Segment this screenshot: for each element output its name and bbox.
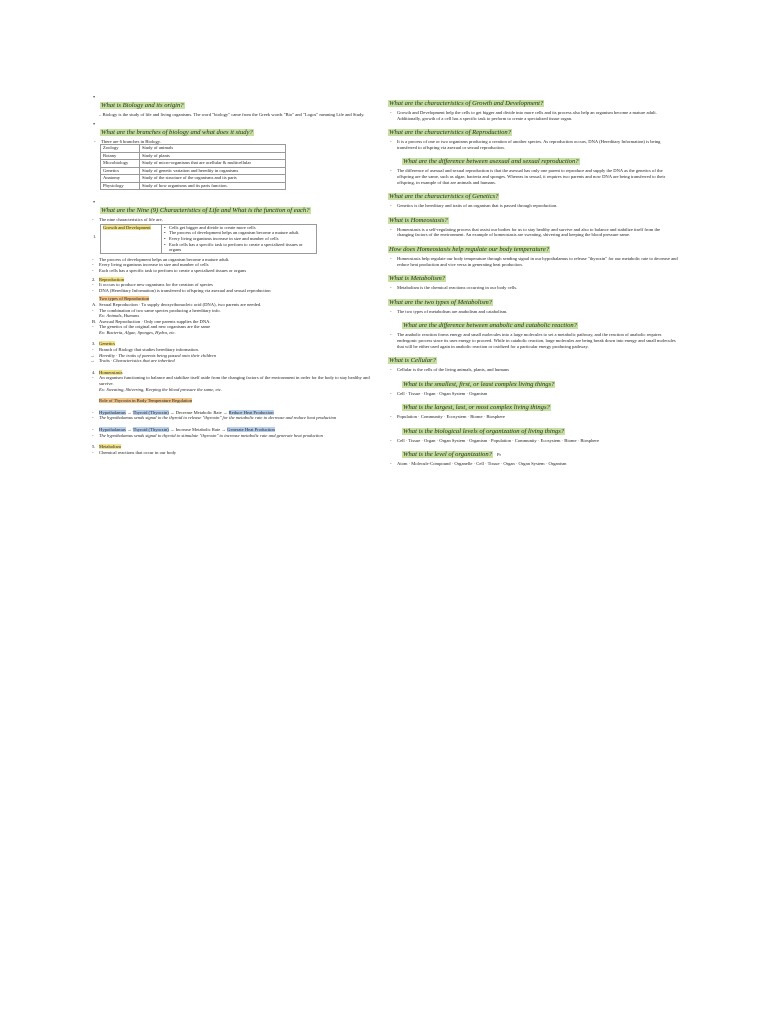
question-metabolism: What is Metabolism?: [389, 275, 446, 283]
branch-description: Study of how organisms and its parts function.: [140, 182, 286, 190]
growth-development-table: [100, 224, 317, 254]
reproduction-note: - DNA (Hereditary Information) is transferred to offspring via asexual and sexual reproduction: [90, 288, 380, 294]
answer-asexual-sexual: - The difference of asexual and sexual reproduction is that the asexual has only one parent to reproduce and supply the DNA as the genetics of the offspring are the same, such as algae, bacteria and sponges. Whereas in sexual, it requires two parents and now DNA are being transferred to their offspring, in example of that are animals and humans.: [388, 168, 678, 185]
question-body-temperature: How does Homeostasis help regulate our body temperature?: [389, 245, 550, 253]
growth-note: - The process of development helps an organism become a mature adult.: [90, 257, 380, 263]
item-number: 1.: [93, 233, 97, 239]
question-branches: • What are the branches of biology and what does it study?: [90, 121, 380, 139]
answer-genetics: - Genetics is the hereditary and traits of an organism that is passed through reproduction.: [388, 203, 678, 209]
branch-description: Study of animals: [140, 145, 286, 153]
branch-row: [101, 182, 286, 190]
answer-biological-levels: - Cell · Tissue · Organ · Organ System · Organism · Population · Community · Ecosystem · Biome · Biosphere: [388, 438, 678, 444]
branches-table: [100, 144, 286, 190]
question-nine-characteristics: • What are the Nine (9) Characteristics of Life and What is the function of each?: [90, 199, 380, 217]
answer-body-temperature: - Homeostasis help regulate our body temperature through sending signal in our hypothalamus to release "thyroxin" for our metabolic rate to decrease and reduce heat production and vice versa in generating heat production.: [388, 256, 678, 267]
branch-name: Anatomy: [101, 175, 140, 183]
nine-characteristics-intro: - The nine characteristics of life are,: [90, 217, 380, 223]
branch-row: [101, 167, 286, 175]
document-page: [88, 88, 680, 508]
answer-largest: - Population · Community · Ecosystem · Biome · Biosphere: [388, 414, 678, 420]
bullet-icon: •: [164, 241, 166, 247]
sexual-reproduction-example: Ex: Animals, Humans: [99, 313, 140, 319]
growth-item-text: The process of development helps an organism become a mature adult.: [169, 230, 300, 236]
question-reproduction: What are the characteristics of Reproduction?: [389, 129, 512, 137]
answer-level-organization: - Atom · Molecule·Compound · Organelle · Cell · Tissue · Organ · Organ System · Organism: [388, 461, 678, 467]
growth-note: - Each cells has a specific task to perform to create a specialized tissues or organs: [90, 268, 380, 274]
question-smallest: What is the smallest, first, or least complex living things?: [403, 380, 555, 388]
left-column: [90, 88, 380, 455]
question-growth-development: What are the characteristics of Growth and Development?: [389, 100, 544, 107]
question-biological-levels: What is the biological levels of organization of living things?: [403, 427, 565, 435]
asexual-reproduction-note: - The genetics of the original and new organisms are the same: [90, 324, 380, 330]
answer-cellular: - Cellular is the cells of the living animals, plants, and humans: [388, 367, 678, 373]
answer-growth-development: - Growth and Development help the cells to get bigger and divide into more cells and its process also help an organism become a mature adult. Additionally, growth of a cell has a specific task to perform to create a specialized tissue organ.: [388, 110, 678, 121]
asexual-reproduction: B. Asexual Reproduction · Only one parents supplies the DNA.: [92, 318, 211, 324]
answer-homeostasis: - Homeostasis is a self-regulating process that assist our bodies for us to stay healthy and survive and also to balance and stabilize itself from the changing factors of the environment. An example of homeostasis are sweating, shivering and keeping the blood pressure same.: [388, 227, 678, 238]
reproduction-types-label: Two types of Reproduction: [99, 296, 150, 302]
answer-metabolism-types: - The two types of metabolism are anabolism and catabolism.: [388, 309, 678, 315]
thyroxin-flow-decrease: - Hypothalamus → Thyroid (Thyroxin) → Decrease Metabolic Rate → Reduce Heat Production: [90, 410, 380, 416]
branch-description: Study of plants: [140, 152, 286, 160]
branch-row: [101, 145, 286, 153]
growth-item-text: Cells get bigger and divide to create more cells: [169, 224, 256, 230]
genetics-note: - Branch of Biology that studies hereditary information.: [90, 347, 380, 353]
question-genetics: What are the characteristics of Genetics?: [389, 193, 499, 201]
reproduction-heading: 2. Reproduction: [92, 276, 125, 282]
thyroxin-increase-note: - The hypothalamus sends signal to thyroid to stimulate "thyroxin" to increase metabolic rate and generate heat production: [90, 433, 380, 439]
metabolism-note: - Chemical reactions that occur in our body: [90, 450, 380, 456]
branches-intro: - There are 6 branches in Biology.: [92, 139, 380, 145]
genetics-heading: 3. Genetics: [92, 341, 116, 347]
branch-name: Physiology: [101, 182, 140, 190]
reproduction-label: Reproduction: [99, 276, 125, 282]
growth-item-text: Every living organisms increase in size and number of cells: [169, 235, 279, 241]
bullet-icon: •: [164, 230, 166, 236]
metabolism-label: Metabolism: [99, 444, 121, 450]
question-largest: What is the largest, last, or most complex living things?: [403, 404, 550, 412]
answer-metabolism: - Metabolism is the chemical reactions occurring in our body cells.: [388, 285, 678, 291]
heredity-note: → Heredity · The traits of parents being passed onto their children: [90, 353, 380, 359]
growth-development-block: [90, 224, 380, 254]
question-asexual-sexual: What are the difference between asexual and sexual reproduction?: [403, 158, 579, 166]
bullet-icon: •: [164, 224, 166, 230]
branch-name: Botany: [101, 152, 140, 160]
branch-name: Genetics: [101, 167, 140, 175]
branch-description: Study of the structure of the organisms and its parts: [140, 175, 286, 183]
answer-smallest: - Cell · Tissue · Organ · Organ System · Organism: [388, 391, 678, 397]
reproduction-note: - It occurs to produce new organisms for the creation of species: [90, 282, 380, 288]
branch-description: Study of genetic variation and heredity in organisms: [140, 167, 286, 175]
growth-note: - Every living organisms increase in size and number of cells: [90, 262, 380, 268]
genetics-label: Genetics: [99, 341, 116, 347]
branch-description: Study of micro-organisms that are acellular & multicellular: [140, 160, 286, 168]
branch-row: [101, 160, 286, 168]
branch-name: Microbiology: [101, 160, 140, 168]
thyroxin-flow-increase: - Hypothalamus → Thyroid (Thyroxin) → Increase Metabolic Rate → Generate Heat Production: [90, 427, 380, 433]
question-anabolic-catabolic: What are the difference between anabolic and catabolic reaction?: [403, 322, 577, 330]
question-cellular: What is Cellular?: [389, 357, 436, 365]
growth-item-text: Each cells has a specific task to perform to create a specialized tissues or organs: [169, 241, 303, 253]
homeostasis-note: - An organism functioning to balance and stabilize itself aside from the changing factors of the environment in order for the body to stay healthy and survive.: [90, 375, 380, 386]
branch-name: Zoology: [101, 145, 140, 153]
homeostasis-example: Ex: Sweating, Shivering, Keeping the blood pressure the same, etc.: [99, 386, 223, 392]
question-metabolism-types: What are the two types of Metabolism?: [389, 298, 493, 306]
right-column: [388, 88, 678, 467]
bullet-icon: •: [164, 235, 166, 241]
growth-development-label: Growth and Development: [103, 224, 151, 230]
answer-reproduction: - It is a process of one or two organisms producing a creation of another species. As reproduction occurs, DNA (Hereditary Information) is being transferred to offspring via asexual or sexual reproduction.: [388, 139, 678, 150]
sexual-reproduction-note: - The combination of two same species producing a hereditary info.: [90, 308, 380, 314]
question-biology-origin: • What is Biology and its origin?: [90, 94, 380, 112]
answer-anabolic-catabolic: - The anabolic reaction forms energy and small molecules into a large molecules to set a metabolic pathway, and the reaction of anabolic requires endergonic process since its uses energy to proceed. While in catabolic reaction, large molecules are being break down into energy and small molecules that will be either used again in anabolic reaction or oxidized for a particular energy producing pathway.: [388, 332, 678, 349]
question-level-organization: What is the level of organization? Pr: [403, 451, 502, 459]
question-homeostasis: What is Homeostasis?: [389, 216, 448, 224]
sexual-reproduction: A. Sexual Reproduction · To supply deoxyribonucleic acid (DNA), two parents are needed.: [92, 301, 262, 307]
answer-biology-origin: – Biology is the study of life and living organisms. The word "biology" came from the Greek words "Bio" and "Logos" meaning Life and Study.: [99, 112, 365, 117]
homeostasis-heading: 4. Homeostasis: [92, 369, 123, 375]
traits-note: → Traits · Characteristics that are inherited: [90, 358, 380, 364]
thyroxin-decrease-note: - The hypothalamus sends signal to the thyroid to release "thyroxin" for the metabolic rate to decrease and reduce heat production: [90, 415, 380, 421]
thyroxin-label: Role of Thyroxin in Body Temperature Regulation: [99, 398, 193, 404]
asexual-reproduction-example: Ex: Bacteria, Algae, Sponges, Hydra, etc.: [99, 329, 176, 335]
metabolism-heading: 5. Metabolism: [92, 444, 121, 450]
homeostasis-label: Homeostasis: [99, 369, 123, 375]
branch-row: [101, 175, 286, 183]
branch-row: [101, 152, 286, 160]
growth-item: [164, 242, 314, 253]
